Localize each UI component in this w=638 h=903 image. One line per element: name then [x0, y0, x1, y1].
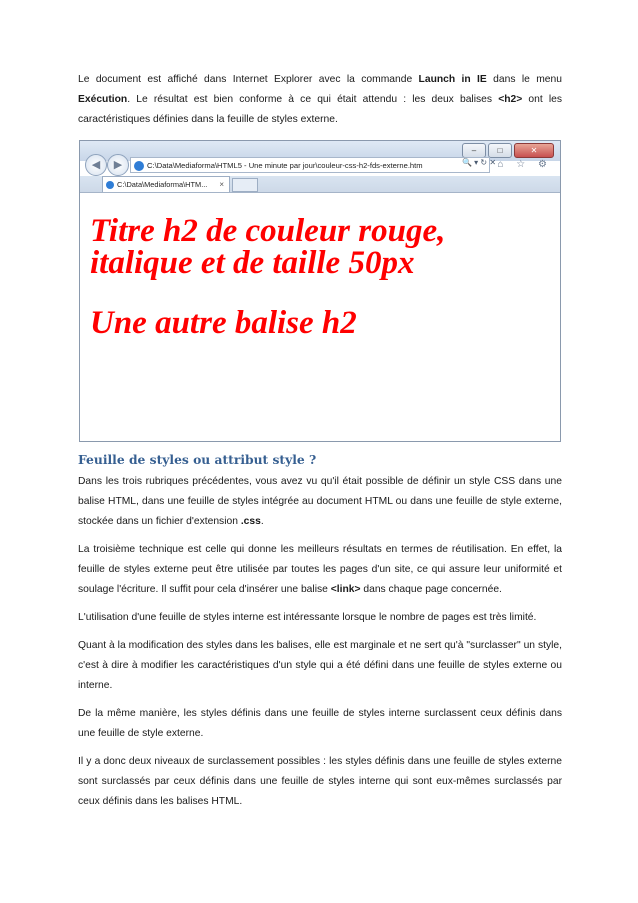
- rendered-heading-1-line-2: italique et de taille 50px: [90, 245, 415, 281]
- address-bar[interactable]: [130, 157, 490, 173]
- minimize-button[interactable]: –: [462, 143, 486, 158]
- browser-navbar: [80, 151, 560, 177]
- intro-bold-launch: Launch in IE: [418, 74, 487, 85]
- intro-text-3: . Le résultat est bien conforme à ce qui était attendu : les deux balises: [127, 94, 499, 105]
- close-button[interactable]: ✕: [514, 143, 554, 158]
- p1-bold-css: .css: [240, 516, 261, 527]
- browser-content: [80, 193, 560, 441]
- maximize-button[interactable]: □: [488, 143, 512, 158]
- tab-ie-icon: [106, 181, 114, 189]
- intro-bold-execution: Exécution: [78, 94, 128, 105]
- paragraph-5: De la même manière, les styles définis dans une feuille de styles interne surclassent ceux définis dans une feuille de style externe.: [78, 708, 562, 739]
- address-text: C:\Data\Mediaforma\HTML5 - Une minute par jour\couleur-css-h2-fds-externe.htm: [147, 161, 423, 170]
- section-title: Feuille de styles ou attribut style ?: [78, 452, 317, 467]
- p2-bold-link: <link>: [330, 584, 361, 595]
- forward-button[interactable]: ▶: [107, 154, 129, 176]
- tab-label: C:\Data\Mediaforma\HTM...: [117, 180, 208, 189]
- intro-text-1: Le document est affiché dans Internet Explorer avec la commande: [78, 74, 419, 85]
- browser-screenshot: [79, 140, 561, 442]
- p2-text-1: La troisième technique est celle qui donne les meilleurs résultats en termes de réutilisation. En effet, la feuille de styles externe peut être utilisée par toutes les pages d'un site, ce qui assure leur uniformité et soulage l'écriture. Il suffit pour cela d'insérer une balise: [78, 544, 562, 595]
- intro-text-4: ont les caractéristiques définies dans la feuille de styles externe.: [78, 94, 563, 125]
- rendered-heading-1-line-1: Titre h2 de couleur rouge,: [90, 213, 446, 249]
- toolbar-icons[interactable]: ⌂ ☆ ⚙: [497, 159, 552, 170]
- rendered-heading-1: [90, 215, 560, 279]
- address-controls[interactable]: 🔍 ▾ ↻ ✕: [462, 158, 497, 167]
- intro-paragraph: [78, 70, 562, 130]
- new-tab-button[interactable]: [232, 178, 258, 192]
- browser-tab[interactable]: [102, 176, 230, 192]
- document-page: [78, 70, 562, 820]
- paragraph-6: Il y a donc deux niveaux de surclassement possibles : les styles définis dans une feuille de styles externe sont surclassés par ceux définis dans une feuille de styles interne qui sont eux-mêmes surclassés par ceux définis dans les balises HTML.: [78, 756, 562, 807]
- intro-bold-h2: <h2>: [498, 94, 523, 105]
- tab-close-icon[interactable]: ×: [219, 180, 224, 189]
- paragraph-3: L'utilisation d'une feuille de styles interne est intéressante lorsque le nombre de pages est très limité.: [78, 612, 537, 623]
- ie-logo-icon: [134, 161, 144, 171]
- browser-tabbar: [80, 176, 560, 193]
- p1-text-2: .: [260, 516, 264, 527]
- p1-text-1: Dans les trois rubriques précédentes, vous avez vu qu'il était possible de définir un style CSS dans une balise HTML, dans une feuille de styles intégrée au document HTML ou dans une feuille de style externe, stockée dans un fichier d'extension: [78, 476, 562, 527]
- paragraph-1: [78, 472, 562, 532]
- paragraph-4: Quant à la modification des styles dans les balises, elle est marginale et ne sert qu'à "surclasser" un style, c'est à dire à modifier les caractéristiques d'un style qui a été défini dans une feuille de styles externe ou interne.: [78, 640, 562, 691]
- p2-text-2: dans chaque page concernée.: [360, 584, 502, 595]
- back-button[interactable]: ◀: [85, 154, 107, 176]
- intro-text-2: dans le menu: [486, 74, 562, 85]
- paragraph-2: [78, 540, 562, 600]
- rendered-heading-2: Une autre balise h2: [90, 305, 357, 341]
